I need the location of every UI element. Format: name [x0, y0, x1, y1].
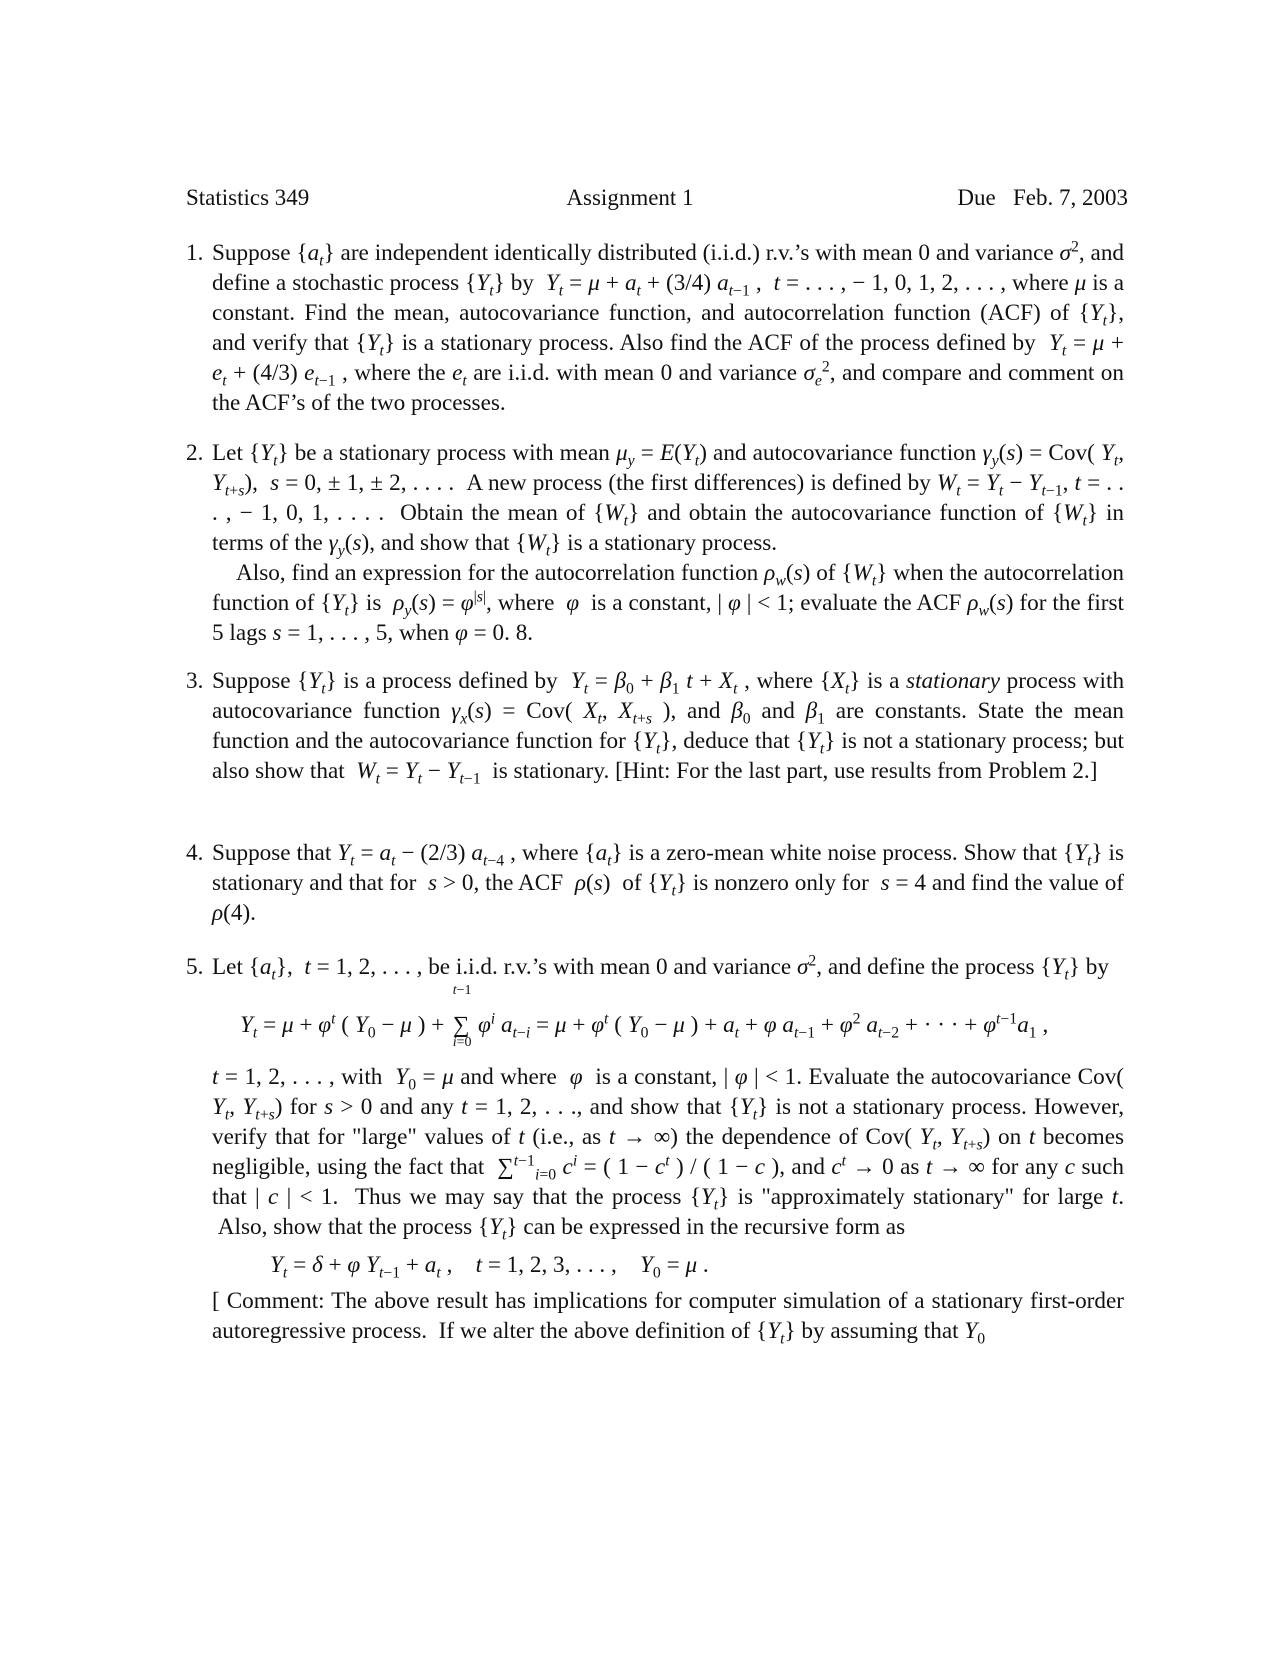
problem-number: 3.: [186, 668, 204, 694]
problem-5: [186, 952, 1124, 1346]
due-date-line: [957, 183, 1128, 213]
problem-number: 5.: [186, 954, 204, 980]
equation-recursive: $Y_t = \delta + \varphi$ $Y_{t-1} + a_t$ , t = 1, 2, 3, . . . , $Y_0 = \mu$ .: [270, 1252, 709, 1282]
problem-number: 4.: [186, 840, 204, 866]
problem-number: 2.: [186, 440, 204, 466]
equation-yt-sum: $Y_t = \mu + \varphi^t$ ( $Y_0 - \mu$ ) + t−1 ∑ i=0 $\varphi^i$ $a_{t-i} = \mu + \varphi^t$ ( $Y_0 - \mu$ ) + $a_t + \varphi$ $a_{t-1} + \varphi^2$ $a_{t-2}$ + · · · + $\varphi^{t-1}a_1$ ,: [240, 983, 1049, 1050]
problem-1: [186, 238, 1124, 418]
due-date: Feb. 7, 2003: [1013, 185, 1128, 210]
assignment-title: Assignment 1: [566, 185, 694, 210]
due-label: Due: [957, 185, 996, 210]
problem-number: 1.: [186, 240, 204, 266]
problem-4: [186, 838, 1124, 928]
problem-text: Let $\{a_t\}$, t = 1, 2, . . . , be i.i.d. r.v.’s with mean 0 and variance $\sigma^2$, and define the process $\{Y_t\}$ by $Y_t = \mu + \varphi^t$ ( $Y_0 - \mu$ ) + t−1 ∑ i=0 $\varphi^i$ $a_{t-i} = \mu + \varphi^t$ ( $Y_0 - \mu$ ) + $a_t + \varphi$ $a_{t-1} + \varphi^2$ $a_{t-2}$ + · · · + $\varphi^{t-1}a_1$ , t = 1, 2, . . . , with $Y_0 = \mu$ and where φ is a constant, | φ | < 1. Evaluate the autocovariance Cov( $Y_t$, $Y_{t+s}$) for s > 0 and any t = 1, 2, . . ., and show that $\{Y_t\}$ is not a stationary process. However, verify that for "large" values of t (i.e., as t → ∞) the dependence of Cov( $Y_t$, $Y_{t+s}$) on t becomes negligible, using the fact that ∑$^{t-1}_{i=0}$ $c^i$ = ( $1 - c^t$ ) / ( 1 − c ), and $c^t \to 0$ as t → ∞ for any c such that | c | < 1. Thus we may say that the process $\{Y_t\}$ is "approximately stationary" for large t. Also, show that the process $\{Y_t\}$ can be expressed in the recursive form as $Y_t = \delta + \varphi$ $Y_{t-1} + a_t$ , t = 1, 2, 3, . . . , $Y_0 = \mu$ . [ Comment: The above result has implications for computer simulation of a stationary first-order autoregressive process. If we alter the above definition of $\{Y_t\}$ by assuming that $Y_0$: [212, 952, 1125, 1348]
problem-text: Let $\{Y_t\}$ be a stationary process with mean $\mu_y = E(Y_t)$ and autocovariance function $\gamma_y(s) = Cov$( $Y_t$, $Y_{t+s}$), s = 0, ± 1, ± 2, . . . . A new process (the first differences) is defined by $W_t = Y_t - Y_{t-1}$, t = . . . , − 1, 0, 1, . . . . Obtain the mean of $\{W_t\}$ and obtain the autocovariance function of $\{W_t\}$ in terms of the $\gamma_y(s)$, and show that $\{W_t\}$ is a stationary process. Also, find an expression for the autocorrelation function $\rho_w(s)$ of $\{W_t\}$ when the autocorrelation function of $\{Y_t\}$ is $\rho_y(s) = \varphi^{|s|}$, where φ is a constant, | φ | < 1; evaluate the ACF $\rho_w(s)$ for the first 5 lags s = 1, . . . , 5, when φ = 0. 8.: [212, 440, 1125, 646]
course-name: Statistics 349: [186, 185, 310, 210]
problem-text: Suppose that $Y_t = a_t - (2/3)$ $a_{t-4}$ , where $\{a_t\}$ is a zero-mean white noise process. Show that $\{Y_t\}$ is stationary and that for s > 0, the ACF ρ(s) of $\{Y_t\}$ is nonzero only for s = 4 and find the value of ρ(4).: [212, 840, 1125, 926]
problem-3: [186, 666, 1124, 786]
problem-text: Suppose $\{a_t\}$ are independent identically distributed (i.i.d.) r.v.’s with mean 0 and variance $\sigma^2$, and define a stochastic process $\{Y_t\}$ by $Y_t = \mu + a_t + (3/4)$ $a_{t-1}$ , t = . . . , − 1, 0, 1, 2, . . . , where μ is a constant. Find the mean, autocovariance function, and autocorrelation function (ACF) of $\{Y_t\}$, and verify that $\{Y_t\}$ is a stationary process. Also find the ACF of the process defined by $Y_t = \mu + e_t + (4/3)$ $e_{t-1}$ , where the $e_t$ are i.i.d. with mean 0 and variance $\sigma_e^2$, and compare and comment on the ACF’s of the two processes.: [212, 238, 1125, 416]
problem-2: [186, 438, 1124, 648]
problem-text: Suppose $\{Y_t\}$ is a process defined by $Y_t = \beta_0 + \beta_1$ $t + X_t$ , where $\{X_t\}$ is a stationary process with autocovariance function $\gamma_x(s) = Cov$( $X_t$, $X_{t+s}$ ), and $\beta_0$ and $\beta_1$ are constants. State the mean function and the autocovariance function for $\{Y_t\}$, deduce that $\{Y_t\}$ is not a stationary process; but also show that $W_t = Y_t - Y_{t-1}$ is stationary. [Hint: For the last part, use results from Problem 2.]: [212, 668, 1125, 788]
